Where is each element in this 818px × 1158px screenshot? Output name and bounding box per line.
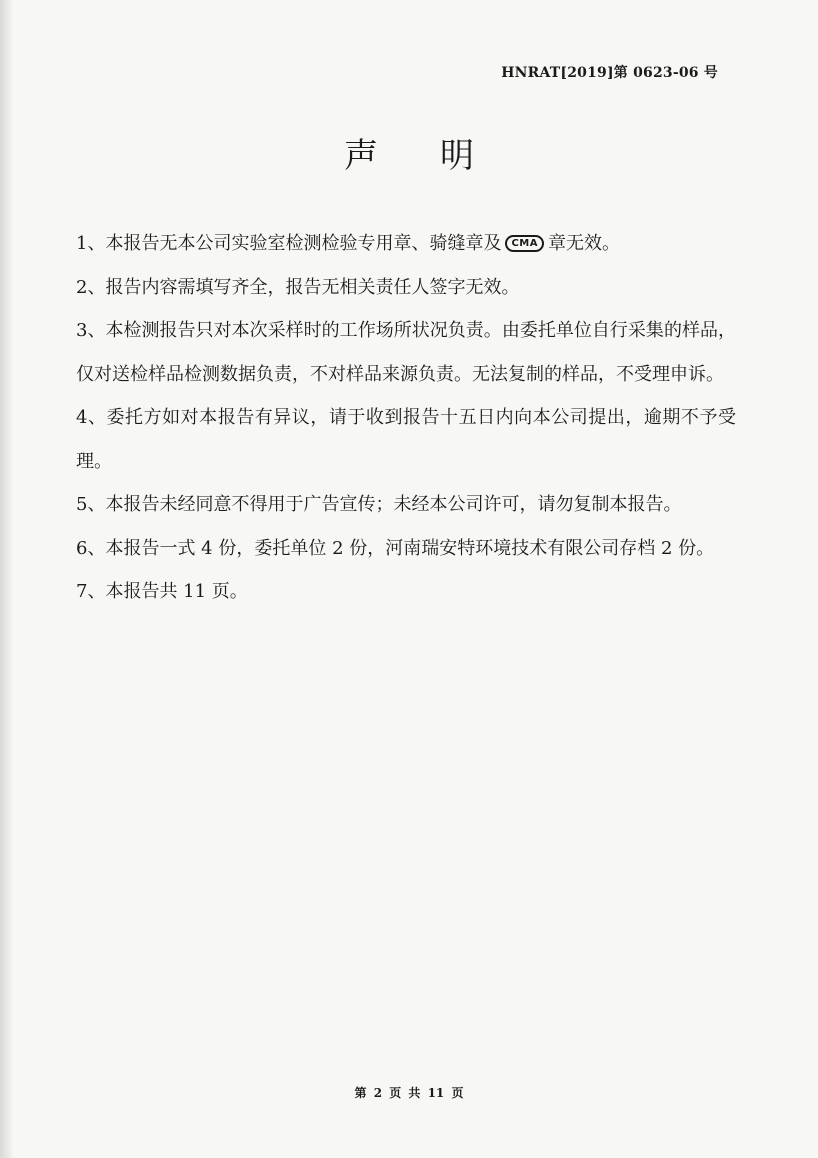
statement-item-2: 2、报告内容需填写齐全，报告无相关责任人签字无效。 — [76, 276, 520, 298]
statement-item-1-suffix: 章无效。 — [547, 233, 620, 254]
statement-body — [76, 222, 736, 614]
report-number: HNRAT[2019]第 0623-06 号 — [501, 65, 718, 81]
statement-item-1 — [76, 222, 736, 266]
statement-item-4: 4、委托方如对本报告有异议，请于收到报告十五日内向本公司提出，逾期不予受理。 — [76, 407, 736, 472]
page-footer: 第 2 页 共 11 页 — [354, 1086, 464, 1100]
statement-item-7: 7、本报告共 11 页。 — [76, 581, 248, 602]
page-title: 声明 — [344, 136, 536, 176]
statement-item-3: 3、本检测报告只对本次采样时的工作场所状况负责。由委托单位自行采集的样品，仅对送检样品检测数据负责，不对样品来源负责。无法复制的样品，不受理申诉。 — [76, 320, 736, 385]
cma-seal-icon: CMA — [505, 235, 544, 252]
statement-item-1-prefix: 1、本报告无本公司实验室检测检验专用章、骑缝章及 — [76, 233, 502, 254]
statement-item-6: 6、本报告一式 4 份，委托单位 2 份，河南瑞安特环境技术有限公司存档 2 份。 — [76, 537, 715, 559]
statement-item-5: 5、本报告未经同意不得用于广告宣传；未经本公司许可，请勿复制本报告。 — [76, 494, 682, 515]
